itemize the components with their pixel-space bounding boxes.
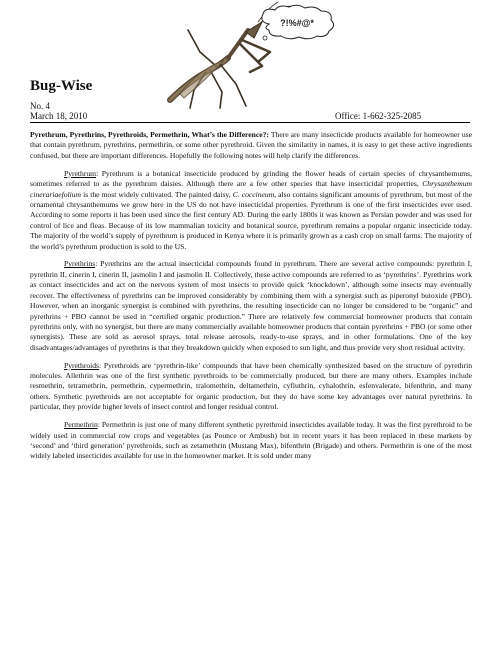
intro-text: There are many insecticide products available for homeowner use that contain pyrethrum, pyrethrins, permethrin, or some other pyrethroid. Given the similarity in names, it is easy to get these active ingredients confused, but there are important differences. Hopefully the following notes will help clarify the differences.: [30, 130, 473, 160]
pyrethrum-paragraph: [30, 169, 472, 252]
pyrethrum-term: Pyrethrum: [64, 168, 97, 178]
intro-heading: Pyrethrum, Pyrethrins, Pyrethroids, Permethrin, What’s the Difference?:: [30, 130, 269, 139]
header-divider: [30, 122, 470, 123]
permethrin-term: Permethrin: [64, 420, 98, 430]
pyrethrins-paragraph: [30, 259, 472, 353]
article-body: [30, 130, 472, 469]
pyrethroids-paragraph: [30, 361, 472, 413]
pyrethrum-text-1: : Pyrethrum is a botanical insecticide produced by grinding the flower heads of certain species of chrysanthemums, sometimes referred to as the pyrethrum daisies. Although there are a few other species that have insecticidal properties,: [30, 168, 472, 189]
issue-number: No. 4: [30, 101, 50, 111]
pyrethrins-text: : Pyrethrins are the actual insecticidal compounds found in pyrethrum. There are several active compounds: pyrethrin I, pyrethrin II, cinerin I, cinerin II, jasmolin I and jasmolin II. Collectively, these active compounds are referred to as ‘pyrethrins’. Pyrethrins work as contact insecticides and act on the nervous system of most insects to provide quick ‘knockdown’, although some insects may eventually recover. The effectiveness of pyrethrins can be improved considerably by combining them with a synergist such as piperonyl butoxide (PBO). However, when an inorganic synergist is combined with pyrethrins, the resulting insecticide can no longer be considered to be “organic” and pyrethrins + PBO cannot be used in “certified organic production.” There are relatively few commercial homeowner products that contain pyrethrins only, with no synergist, but there are many commercially available homeowner products that contain pyrethrins + PBO (or some other synergists). These are sold as aerosol sprays, total release aerosols, ready-to-use sprays, and in other formulations. One of the key disadvantages/advantages of pyrethrins is that they breakdown quickly when exposed to sun light, and thus provide very short residual activity.: [30, 259, 472, 352]
permethrin-text: : Permethrin is just one of many different synthetic pyrethroid insecticides available today. It was the first pyrethroid to be widely used in commercial row crops and vegetables (as Pounce or Ambush) but in recent years it has been replaced in these markets by ‘second’ and ‘third generation’ pyrethroids, such as zetamethrin (Mustang Max), bifenthrin (Brigade) and others. Permethrin is one of the most widely labeled insecticides available for use in the homeowner market. It is sold under many: [30, 420, 472, 461]
pyrethrum-species-1: Chrysanthemum cinerariaefolium: [30, 179, 472, 199]
pyrethrum-text-2: is the most widely cultivated. The painted daisy,: [81, 189, 233, 199]
thought-bubble-icon: [255, 4, 337, 42]
permethrin-paragraph: [30, 420, 472, 462]
pyrethroids-term: Pyrethroids: [64, 360, 100, 370]
pyrethrum-text-3: also contains significant amounts of pyrethrum, but most of the ornamental chrysanthemums we grow here in the US do not have insecticidal properties. Pyrethrum is one of the first insecticides ever used. According to some reports it has been used since the first century AD. During the early 1800s it was known as Persian powder and was used for control of lice and fleas. Because of its low mammalian toxicity and botanical source, pyrethrum remains a popular organic insecticide today. The majority of the world’s supply of pyrethrum is produced in Kenya where it is primarily grown as a cash crop on small farms. The majority of the world’s pyrethrum production is sold to the US.: [30, 189, 472, 251]
office-phone: Office: 1-662-325-2085: [335, 111, 422, 121]
pyrethrum-species-2: C. coccineum,: [232, 189, 277, 199]
pyrethrins-term: Pyrethrins: [64, 259, 96, 269]
issue-date: March 18, 2010: [30, 111, 88, 121]
pyrethroids-text: : Pyrethroids are ‘pyrethrin-like’ compounds that have been chemically synthesized based on the structure of pyrethrin molecules. Allethrin was one of the first synthetic pyrethroids to be commercially produced, but there are many others. Examples include resmethrin, tetramethrin, permethrin, cypermethrin, tralomethrin, deltamethrin, cyfluthrin, cyhalothrin, esfenvalerate, bifenthrin, and many others. Synthetic pyrethroids are not acceptable for organic production, but they do have some key advantages over natural pyrethrins. In particular, they provide higher levels of insect control and longer residual control.: [30, 360, 472, 412]
intro-paragraph: [30, 130, 472, 161]
newsletter-title: Bug-Wise: [30, 78, 93, 94]
svg-text:?!%#@*: ?!%#@*: [280, 18, 314, 28]
